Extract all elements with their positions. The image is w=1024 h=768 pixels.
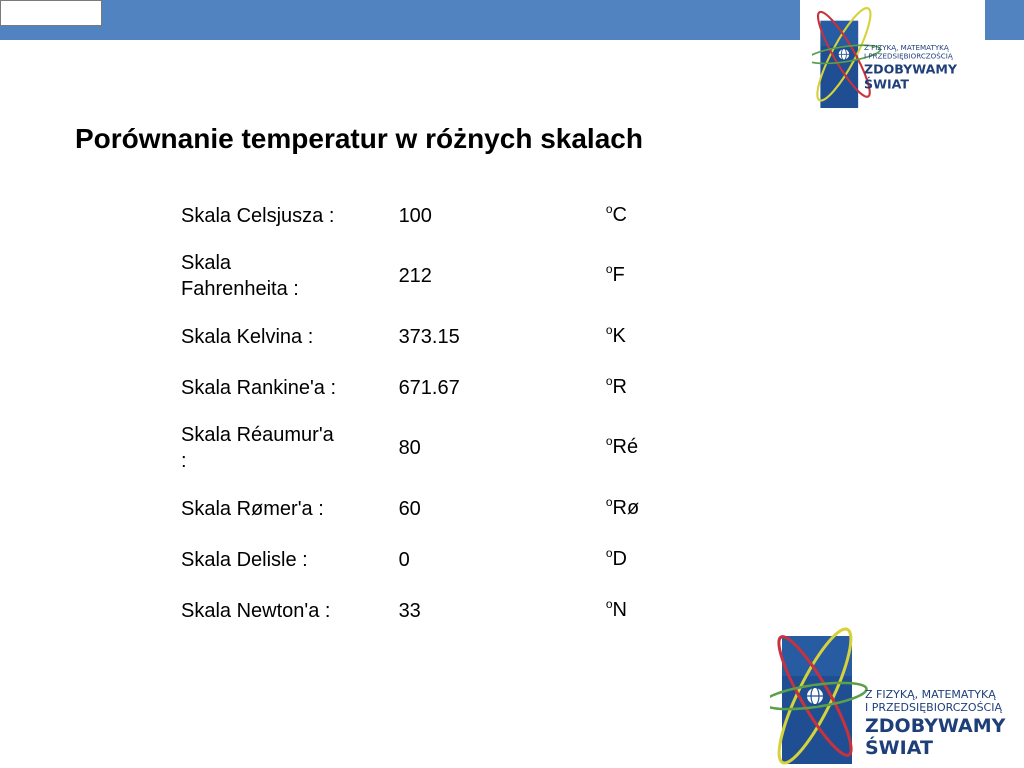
scale-name: Skala Rømer'a : bbox=[181, 497, 324, 520]
table-row bbox=[172, 241, 692, 311]
scale-name: Skala bbox=[181, 252, 232, 274]
scale-name: Skala Newton'a : bbox=[181, 599, 331, 622]
scale-name-cell bbox=[172, 585, 390, 636]
degree-symbol: o bbox=[605, 494, 613, 509]
globe-icon bbox=[806, 687, 824, 705]
table-row bbox=[172, 534, 692, 585]
logo-text-line3: ZDOBYWAMY bbox=[864, 61, 957, 77]
logo-text-line2: I PRZEDSIĘBIORCZOŚCIĄ bbox=[864, 51, 953, 61]
table-row bbox=[172, 483, 692, 534]
table-row bbox=[172, 190, 692, 241]
scale-name: Skala Kelvina : bbox=[181, 325, 314, 348]
scale-unit-cell bbox=[597, 534, 692, 585]
scale-name: Skala Celsjusza : bbox=[181, 204, 335, 227]
logo-text-line4: ŚWIAT bbox=[864, 76, 909, 92]
scale-name: Skala Delisle : bbox=[181, 548, 308, 571]
logo-text-line4: ŚWIAT bbox=[865, 737, 933, 759]
scale-unit: D bbox=[612, 547, 627, 570]
scale-value: 671.67 bbox=[398, 376, 460, 399]
table-row bbox=[172, 362, 692, 413]
scale-unit-cell bbox=[597, 190, 692, 241]
degree-symbol: o bbox=[605, 322, 613, 337]
scale-unit: Ré bbox=[612, 436, 639, 458]
scale-name-continued: Fahrenheita : bbox=[181, 278, 299, 300]
degree-symbol: o bbox=[605, 373, 613, 388]
scale-name: Skala Réaumur'a bbox=[181, 424, 334, 446]
scale-value: 212 bbox=[398, 265, 432, 287]
scale-name: Skala Rankine'a : bbox=[181, 376, 337, 399]
logo-text-line2: I PRZEDSIĘBIORCZOŚCIĄ bbox=[865, 701, 1003, 714]
scale-unit: F bbox=[612, 264, 625, 286]
scale-name-cell bbox=[172, 413, 390, 483]
top-left-box bbox=[0, 0, 102, 26]
scale-unit-cell bbox=[597, 413, 692, 483]
scale-unit-cell bbox=[597, 483, 692, 534]
scale-name-cell bbox=[172, 362, 390, 413]
scale-name-cell bbox=[172, 190, 390, 241]
table-row bbox=[172, 311, 692, 362]
degree-symbol: o bbox=[605, 596, 613, 611]
scale-unit-cell bbox=[597, 311, 692, 362]
scale-unit: C bbox=[612, 203, 627, 226]
scale-unit: R bbox=[612, 375, 627, 398]
page-title: Porównanie temperatur w różnych skalach bbox=[75, 123, 643, 154]
scale-name-cell bbox=[172, 483, 390, 534]
scale-unit-cell bbox=[597, 585, 692, 636]
logo-text-line1: Z FIZYKĄ, MATEMATYKĄ bbox=[864, 43, 949, 53]
degree-symbol: o bbox=[605, 434, 613, 448]
scale-value: 80 bbox=[398, 437, 421, 459]
scale-value: 373.15 bbox=[398, 325, 460, 348]
logo-small bbox=[812, 2, 984, 110]
globe-icon bbox=[838, 48, 850, 60]
degree-symbol: o bbox=[605, 201, 613, 216]
scale-unit: Rø bbox=[612, 496, 640, 519]
table-row bbox=[172, 585, 692, 636]
scale-name-continued: : bbox=[181, 450, 187, 472]
scale-value: 100 bbox=[398, 204, 432, 227]
scale-unit-cell bbox=[597, 241, 692, 311]
logo-text-line1: Z FIZYKĄ, MATEMATYKĄ bbox=[865, 688, 996, 701]
scale-name-cell bbox=[172, 534, 390, 585]
scale-unit: N bbox=[612, 598, 627, 621]
scale-name-cell bbox=[172, 311, 390, 362]
scale-unit: K bbox=[612, 324, 626, 347]
table-row bbox=[172, 413, 692, 483]
scale-unit-cell bbox=[597, 362, 692, 413]
logo-large bbox=[770, 622, 1024, 766]
temperature-table bbox=[172, 190, 692, 636]
scale-value: 33 bbox=[398, 599, 421, 622]
logo-text-line3: ZDOBYWAMY bbox=[865, 715, 1006, 737]
degree-symbol: o bbox=[605, 545, 613, 560]
scale-name-cell bbox=[172, 241, 390, 311]
scale-value: 0 bbox=[398, 548, 410, 571]
degree-symbol: o bbox=[605, 262, 613, 276]
scale-value: 60 bbox=[398, 497, 421, 520]
